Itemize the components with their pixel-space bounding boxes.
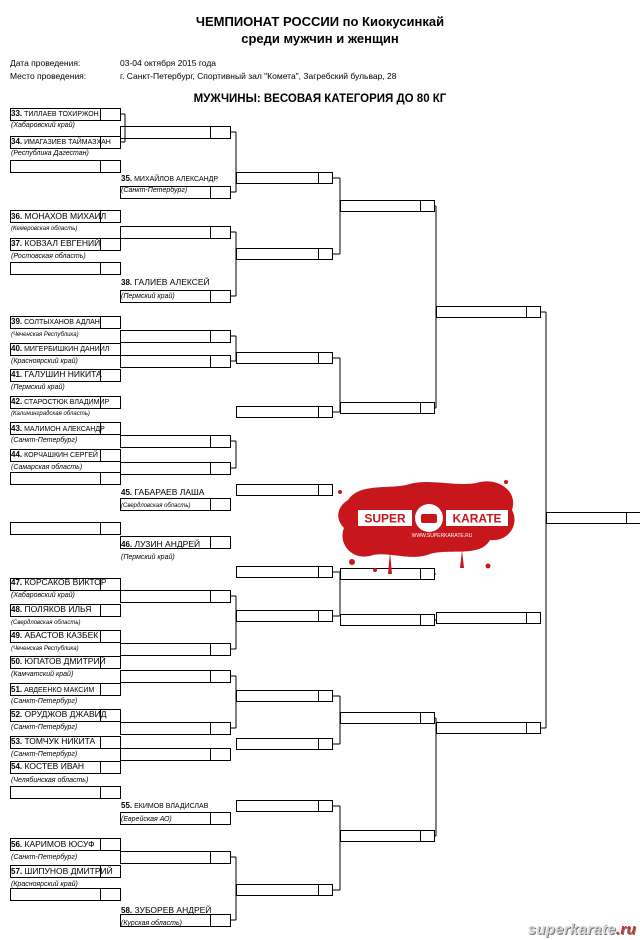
participant-40-name: 40. МИГЕРБИШКИН ДАНИИЛ — [11, 344, 110, 353]
bracket-slot — [319, 801, 333, 812]
participant-47-region: (Хабаровский край) — [11, 592, 75, 599]
participant-51-region: (Санкт-Петербург) — [11, 698, 78, 705]
bracket-slot — [341, 831, 421, 842]
place-value: г. Санкт-Петербург, Спортивный зал "Комета", Загребский бульвар, 28 — [120, 71, 397, 81]
bracket-slot — [101, 787, 121, 799]
participant-56-name: 56. КАРИМОВ ЮСУФ — [11, 839, 95, 849]
participant-45-name: 45. ГАБАРАЕВ ЛАША — [121, 487, 205, 497]
bracket-slot — [101, 473, 121, 485]
participant-57-region: (Красноярский край) — [11, 881, 78, 888]
bracket-slot — [437, 723, 527, 734]
watermark-suffix: .ru — [615, 921, 636, 938]
participant-39-region: (Чеченская Республика) — [11, 332, 79, 338]
bracket-slot — [121, 127, 211, 139]
participant-36-name: 36. МОНАХОВ МИХАИЛ — [11, 211, 107, 221]
participant-57-name: 57. ШИПУНОВ ДМИТРИЙ — [11, 866, 113, 876]
bracket-slot — [121, 331, 211, 343]
participant-40-region: (Красноярский край) — [11, 358, 78, 365]
bracket-slot — [237, 249, 319, 260]
participant-41-name: 41. ГАЛУШИН НИКИТА — [11, 369, 102, 379]
participant-35-region: (Санкт-Петербург) — [121, 187, 188, 194]
bracket-slot — [11, 787, 101, 799]
bracket-slot — [211, 537, 231, 549]
title-line1: ЧЕМПИОНАТ РОССИИ по Киокусинкай — [195, 14, 445, 29]
bracket-slot — [211, 291, 231, 303]
participant-33-region: (Хабаровский край) — [11, 122, 75, 129]
date-value: 03-04 октября 2015 года — [120, 58, 217, 68]
participant-54-name: 54. КОСТЕВ ИВАН — [11, 761, 85, 771]
participant-55-region: (Еврейская АО) — [121, 816, 172, 823]
bracket-slot — [121, 463, 211, 475]
bracket-slot — [421, 831, 435, 842]
date-label: Дата проведения: — [10, 58, 81, 68]
bracket-slot — [121, 591, 211, 603]
participant-39-name: 39. СОЛТЫХАНОВ АДЛАН — [11, 317, 100, 326]
participant-38-name: 38. ГАЛИЕВ АЛЕКСЕЙ — [121, 277, 210, 287]
participant-53-region: (Санкт-Петербург) — [11, 751, 78, 758]
bracket-slot — [237, 801, 319, 812]
bracket-slot — [211, 356, 231, 368]
participant-42-region: (Калининградская область) — [11, 411, 90, 417]
participant-58-region: (Курская область) — [121, 920, 183, 927]
participant-50-region: (Камчатский край) — [11, 671, 74, 678]
bracket-slot — [437, 613, 527, 624]
bracket-slot — [421, 201, 435, 212]
bracket-slot — [237, 407, 319, 418]
bracket-slot — [319, 173, 333, 184]
bracket-slot — [211, 463, 231, 475]
bracket-slot — [101, 762, 121, 774]
bracket-slot — [121, 671, 211, 683]
participant-49-name: 49. АБАСТОВ КАЗБЕК — [11, 630, 99, 640]
bracket-slot — [211, 227, 231, 239]
bracket-slot — [101, 263, 121, 275]
bracket-slot — [121, 644, 211, 656]
bracket-slot — [121, 852, 211, 864]
participant-44-region: (Самарская область) — [11, 464, 83, 471]
participant-42-name: 42. СТАРОСТЮК ВЛАДИМИР — [11, 397, 110, 406]
participant-51-name: 51. АВДЕЕНКО МАКСИМ — [11, 685, 95, 694]
bracket-slot — [121, 227, 211, 239]
participant-48-name: 48. ПОЛЯКОВ ИЛЬЯ — [11, 604, 92, 614]
participant-33-name: 33. ТИЛЛАЕВ ТОХИРЖОН — [11, 109, 99, 118]
bracket-slot — [211, 723, 231, 735]
participant-55-name: 55. ЕКИМОВ ВЛАДИСЛАВ — [121, 801, 209, 810]
logo-text-left: SUPER — [364, 511, 406, 526]
bracket-slot — [121, 749, 211, 761]
participant-45-region: (Свердловская область) — [121, 503, 191, 509]
bracket-slot — [319, 611, 333, 622]
participant-35-name: 35. МИХАЙЛОВ АЛЕКСАНДР — [121, 174, 219, 183]
bracket-slot — [341, 615, 421, 626]
participant-34-name: 34. ИМАГАЗИЕВ ТАЙМАЗХАН — [11, 137, 111, 146]
watermark-main: superkarate — [527, 921, 616, 938]
bracket-slot — [11, 889, 101, 901]
bracket-slot — [319, 739, 333, 750]
bracket-slot — [527, 613, 541, 624]
logo-text-right: KARATE — [452, 511, 502, 526]
bracket-slot — [319, 407, 333, 418]
participant-47-name: 47. КОРСАКОВ ВИКТОР — [11, 577, 107, 587]
bracket-slot — [211, 749, 231, 761]
bracket-slot — [421, 403, 435, 414]
bracket-slot — [527, 307, 541, 318]
bracket-slot — [211, 127, 231, 139]
participant-34-region: (Республика Дагестан) — [11, 150, 89, 157]
bracket-slot — [211, 915, 231, 927]
bracket-slot — [319, 885, 333, 896]
participant-58-name: 58. ЗУБОРЕВ АНДРЕЙ — [121, 905, 212, 915]
bracket-slot — [101, 523, 121, 535]
bracket-slot — [437, 307, 527, 318]
participant-43-region: (Санкт-Петербург) — [11, 437, 78, 444]
bracket-slot — [319, 691, 333, 702]
bracket-slot — [237, 173, 319, 184]
bracket-slot — [237, 353, 319, 364]
participant-50-name: 50. ЮПАТОВ ДМИТРИЙ — [11, 656, 106, 666]
bracket-slot — [237, 567, 319, 578]
bracket-slot — [341, 201, 421, 212]
participant-37-region: (Ростовская область) — [11, 253, 86, 260]
category-title: МУЖЧИНЫ: ВЕСОВАЯ КАТЕГОРИЯ ДО 80 КГ — [193, 93, 447, 105]
logo-url: WWW.SUPERKARATE.RU — [411, 533, 473, 539]
bracket-slot — [101, 450, 121, 462]
participant-43-name: 43. МАЛИМОН АЛЕКСАНДР — [11, 424, 105, 433]
bracket-slot — [101, 889, 121, 901]
bracket-slot — [11, 473, 101, 485]
bracket-slot — [101, 737, 121, 749]
bracket-slot — [341, 713, 421, 724]
bracket-slot — [101, 239, 121, 251]
participant-44-name: 44. КОРЧАШКИН СЕРГЕЙ — [11, 450, 98, 459]
participant-52-name: 52. ОРУДЖОВ ДЖАВИД — [11, 709, 107, 719]
bracket-slot — [101, 839, 121, 851]
place-label: Место проведения: — [10, 71, 87, 81]
bracket-slot — [211, 187, 231, 199]
watermark — [528, 921, 636, 938]
bracket-slot — [121, 723, 211, 735]
bracket-slot — [121, 436, 211, 448]
bracket-slot — [319, 249, 333, 260]
bracket-slot — [237, 611, 319, 622]
bracket-slot — [101, 317, 121, 329]
title-line2: среди мужчин и женщин — [241, 31, 399, 46]
bracket-slot — [237, 691, 319, 702]
bracket-slot — [319, 353, 333, 364]
bracket-slot — [101, 605, 121, 617]
participant-54-region: (Челябинская область) — [11, 777, 89, 784]
bracket-slot — [11, 263, 101, 275]
participant-46-name: 46. ЛУЗИН АНДРЕЙ — [121, 539, 201, 549]
bracket-slot — [211, 436, 231, 448]
participant-49-region: (Чеченская Республика) — [11, 646, 79, 652]
bracket-slot — [237, 885, 319, 896]
participant-41-region: (Пермский край) — [11, 384, 65, 391]
bracket-slot — [211, 813, 231, 825]
bracket-slot — [627, 513, 640, 524]
bracket-slot — [101, 161, 121, 173]
bracket-slot — [237, 485, 319, 496]
bracket-slot — [211, 852, 231, 864]
bracket-slot — [11, 523, 101, 535]
superkarate-logo — [330, 470, 525, 580]
bracket-slot — [237, 739, 319, 750]
bracket-slot — [211, 499, 231, 511]
participant-38-region: (Пермский край) — [121, 293, 175, 300]
bracket-slot — [211, 591, 231, 603]
bracket-slot — [101, 109, 121, 121]
bracket-slot — [527, 723, 541, 734]
participant-56-region: (Санкт-Петербург) — [11, 854, 78, 861]
participant-52-region: (Санкт-Петербург) — [11, 724, 78, 731]
participant-48-region: (Свердловская область) — [11, 620, 81, 626]
bracket-slot — [421, 615, 435, 626]
participant-46-region: (Пермский край) — [121, 554, 175, 561]
participant-53-name: 53. ТОМЧУК НИКИТА — [11, 736, 96, 746]
bracket-slot — [211, 671, 231, 683]
bracket-slot — [211, 331, 231, 343]
participant-37-name: 37. КОВЗАЛ ЕВГЕНИЙ — [11, 238, 101, 248]
bracket-slot — [101, 631, 121, 643]
bracket-slot — [101, 684, 121, 696]
bracket-slot — [101, 370, 121, 382]
bracket-slot — [11, 161, 101, 173]
bracket-slot — [341, 403, 421, 414]
bracket-slot — [547, 513, 627, 524]
bracket-slot — [121, 356, 211, 368]
bracket-slot — [421, 713, 435, 724]
participant-36-region: (Кемеровская область) — [11, 226, 78, 232]
bracket-slot — [211, 644, 231, 656]
